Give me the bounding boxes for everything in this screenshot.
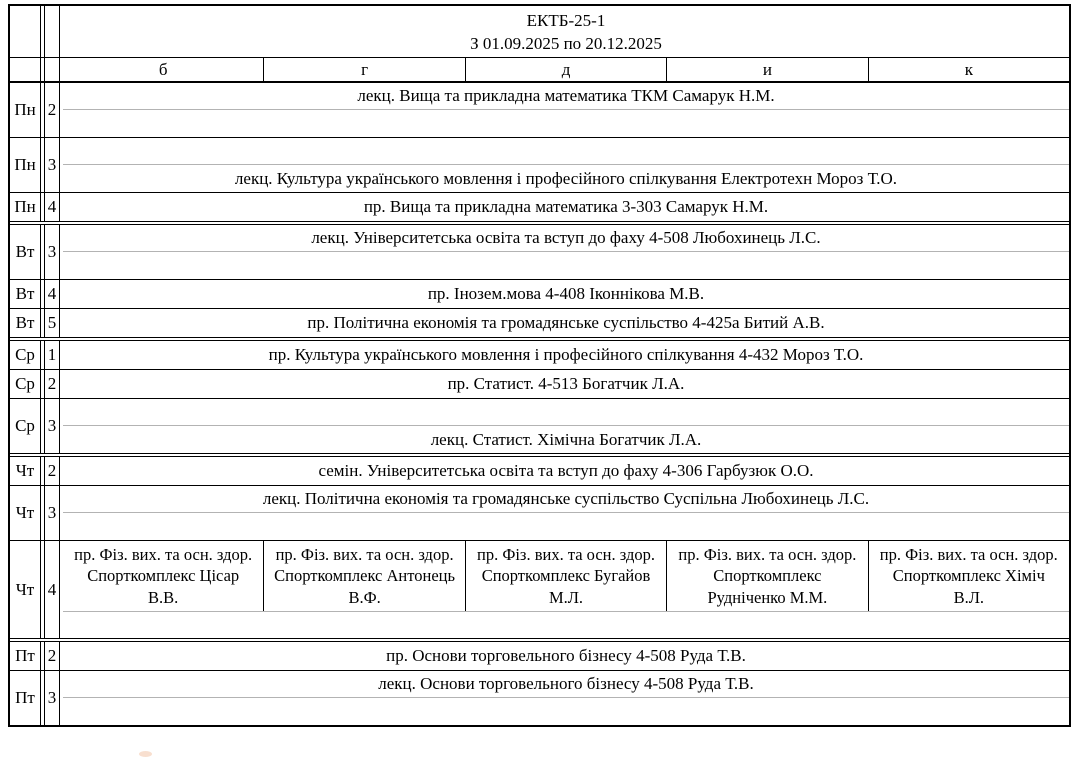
timetable-row	[10, 309, 1069, 338]
lesson-text: лекц. Культура українського мовлення і професійного спілкування Електротехн Мороз Т.О.	[234, 168, 898, 188]
lesson-text: лекц. Статист. Хімічна Богатчик Л.А.	[430, 429, 702, 449]
period-cell: 3	[44, 399, 60, 453]
timetable-row	[10, 370, 1069, 399]
subgroup-header-и: и	[667, 58, 868, 81]
lesson-text: пр. Основи торговельного бізнесу 4-508 Руда Т.В.	[386, 646, 746, 665]
empty-subrow	[63, 110, 1069, 137]
day-cell: Ср	[10, 399, 41, 453]
period-cell: 2	[44, 83, 60, 137]
empty-subrow	[63, 138, 1069, 165]
timetable-row	[10, 456, 1069, 486]
lesson-content	[63, 309, 1069, 337]
lesson-content	[63, 225, 1069, 279]
lesson-text: пр. Вища та прикладна математика 3-303 Самарук Н.М.	[363, 197, 769, 216]
timetable-row	[10, 83, 1069, 138]
lesson-cells	[63, 541, 1069, 612]
lesson-text: лекц. Університетська освіта та вступ до фаху 4-508 Любохинець Л.С.	[63, 225, 1069, 252]
lesson-text: лекц. Вища та прикладна математика ТКМ Самарук Н.М.	[63, 83, 1069, 110]
timetable-row	[10, 138, 1069, 193]
day-cell: Пн	[10, 83, 41, 137]
empty-subrow	[63, 399, 1069, 426]
timetable-row	[10, 340, 1069, 370]
period-cell: 1	[44, 341, 60, 369]
empty-subrow	[63, 612, 1069, 638]
lesson-text: пр. Інозем.мова 4-408 Іконнікова М.В.	[427, 284, 705, 303]
timetable-row	[10, 193, 1069, 222]
subgroup-header-г: г	[264, 58, 465, 81]
period-cell: 3	[44, 486, 60, 540]
empty-subrow	[63, 252, 1069, 279]
day-cell: Ср	[10, 370, 41, 398]
timetable-body	[10, 83, 1069, 725]
subgroup-header-д: д	[466, 58, 667, 81]
timetable-row	[10, 541, 1069, 639]
day-cell: Пн	[10, 138, 41, 192]
period-cell: 4	[44, 280, 60, 308]
timetable-row	[10, 224, 1069, 280]
lesson-cell: пр. Фіз. вих. та осн. здор. Спорткомплекс Рудніченко М.М.	[667, 541, 868, 611]
empty-subrow	[63, 513, 1069, 540]
timetable-row	[10, 641, 1069, 671]
lesson-content	[63, 486, 1069, 540]
lesson-content	[63, 671, 1069, 725]
timetable-row	[10, 671, 1069, 725]
lesson-text: лекц. Політична економія та громадянське суспільство Суспільна Любохинець Л.С.	[63, 486, 1069, 513]
period-cell: 3	[44, 225, 60, 279]
period-cell: 4	[44, 541, 60, 638]
lesson-content	[63, 280, 1069, 308]
day-header-cell	[10, 58, 41, 81]
period-cell: 2	[44, 457, 60, 485]
lesson-text: пр. Політична економія та громадянське суспільство 4-425а Битий А.В.	[307, 313, 825, 332]
day-cell: Ср	[10, 341, 41, 369]
period-cell: 2	[44, 642, 60, 670]
day-cell: Вт	[10, 280, 41, 308]
period-cell: 3	[44, 138, 60, 192]
day-cell: Пт	[10, 642, 41, 670]
day-cell: Чт	[10, 541, 41, 638]
lesson-text: лекц. Основи торговельного бізнесу 4-508 Руда Т.В.	[63, 671, 1069, 698]
lesson-cell: пр. Фіз. вих. та осн. здор. Спорткомплекс Бугайов М.Л.	[466, 541, 667, 611]
period-cell: 2	[44, 370, 60, 398]
timetable-row	[10, 486, 1069, 541]
lesson-content	[63, 370, 1069, 398]
lesson-content	[63, 193, 1069, 221]
lesson-content	[63, 541, 1069, 638]
lesson-content	[63, 83, 1069, 137]
period-cell: 5	[44, 309, 60, 337]
day-cell: Чт	[10, 457, 41, 485]
cut-off-artifact	[139, 751, 152, 757]
lesson-cell: пр. Фіз. вих. та осн. здор. Спорткомплекс Антонець В.Ф.	[264, 541, 465, 611]
lesson-text: пр. Статист. 4-513 Богатчик Л.А.	[447, 374, 685, 393]
title-cell	[63, 6, 1069, 57]
lesson-content	[63, 399, 1069, 453]
period-header-cell	[44, 58, 60, 81]
timetable	[8, 4, 1071, 727]
timetable-row	[10, 280, 1069, 309]
lesson-text: семін. Університетська освіта та вступ до фаху 4-306 Гарбузюк О.О.	[318, 461, 814, 480]
lesson-cell: пр. Фіз. вих. та осн. здор. Спорткомплекс Хіміч В.Л.	[879, 544, 1058, 607]
lesson-content	[63, 341, 1069, 369]
day-cell: Вт	[10, 225, 41, 279]
period-header-cell	[44, 6, 60, 57]
day-cell: Чт	[10, 486, 41, 540]
lesson-content	[63, 138, 1069, 192]
timetable-row	[10, 399, 1069, 454]
subgroup-header-к: к	[964, 59, 973, 79]
period-cell: 3	[44, 671, 60, 725]
subgroup-header-cells	[63, 58, 1069, 81]
lesson-content	[63, 642, 1069, 670]
day-cell: Пн	[10, 193, 41, 221]
lesson-cell: пр. Фіз. вих. та осн. здор. Спорткомплекс Цісар В.В.	[63, 541, 264, 611]
day-header-cell	[10, 6, 41, 57]
day-cell: Вт	[10, 309, 41, 337]
subgroup-header-row	[10, 58, 1069, 83]
lesson-text: пр. Культура українського мовлення і професійного спілкування 4-432 Мороз Т.О.	[268, 345, 864, 364]
empty-subrow	[63, 698, 1069, 725]
group-title: ЕКТБ-25-1	[526, 10, 606, 30]
timetable-title-row	[10, 6, 1069, 58]
period-cell: 4	[44, 193, 60, 221]
subgroup-header-б: б	[63, 58, 264, 81]
date-range: З 01.09.2025 по 20.12.2025	[470, 33, 662, 53]
lesson-content	[63, 457, 1069, 485]
day-cell: Пт	[10, 671, 41, 725]
